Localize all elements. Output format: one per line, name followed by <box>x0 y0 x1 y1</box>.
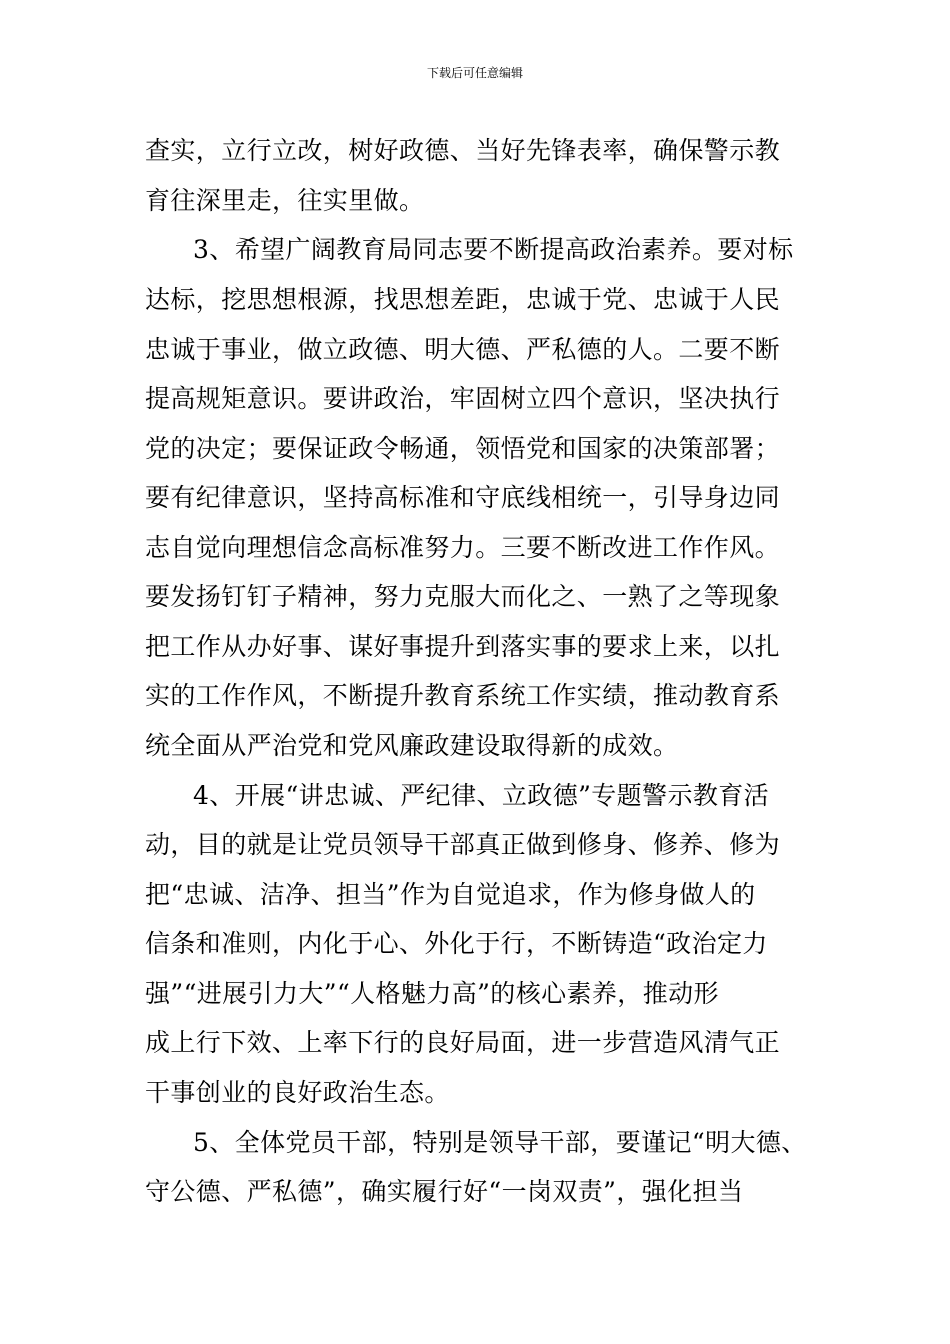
text-line: 提高规矩意识。要讲政治，牢固树立四个意识，坚决执行 <box>145 384 781 413</box>
text-line: 守公德、严私德”，确实履行好“一岗双责”，强化担当 <box>145 1177 744 1206</box>
text-line: 强”“进展引力大”“人格魅力高”的核心素养，推动形 <box>145 979 719 1008</box>
text-line: 信条和准则，内化于心、外化于行，不断铸造“政治定力 <box>145 929 768 958</box>
text-line: 统全面从严治党和党风廉政建设取得新的成效。 <box>145 731 679 760</box>
text-line: 成上行下效、上率下行的良好局面，进一步营造风清气正 <box>145 1028 781 1057</box>
text-line: 志自觉向理想信念高标准努力。三要不断改进工作作风。 <box>145 533 781 562</box>
text-line: 干事创业的良好政治生态。 <box>145 1078 450 1107</box>
text-line: 育往深里走，往实里做。 <box>145 186 425 215</box>
page-header: 下载后可任意编辑 <box>426 66 523 80</box>
paragraph-3-first-line: 3、希望广阔教育局同志要不断提高政治素养。要对标 <box>193 235 794 264</box>
text-line: 查实，立行立改，树好政德、当好先锋表率，确保警示教 <box>145 136 781 165</box>
paragraph-5-first-line: 5、全体党员干部，特别是领导干部，要谨记“明大德、 <box>193 1128 807 1157</box>
text-line: 实的工作作风，不断提升教育系统工作实绩，推动教育系 <box>145 681 781 710</box>
text-line: 把工作从办好事、谋好事提升到落实事的要求上来，以扎 <box>145 632 781 661</box>
text-line: 忠诚于事业，做立政德、明大德、严私德的人。二要不断 <box>145 335 781 364</box>
text-line: 达标，挖思想根源，找思想差距，忠诚于党、忠诚于人民 <box>145 285 781 314</box>
text-line: 动，目的就是让党员领导干部真正做到修身、修养、修为 <box>145 830 781 859</box>
text-line: 把“忠诚、洁净、担当”作为自觉追求，作为修身做人的 <box>145 880 756 909</box>
text-line: 党的决定；要保证政令畅通，领悟党和国家的决策部署； <box>145 434 781 463</box>
text-line: 要有纪律意识，坚持高标准和守底线相统一，引导身边同 <box>145 483 781 512</box>
text-line: 要发扬钉钉子精神，努力克服大而化之、一熟了之等现象 <box>145 582 781 611</box>
paragraph-4-first-line: 4、开展“讲忠诚、严纪律、立政德”专题警示教育活 <box>193 781 770 810</box>
